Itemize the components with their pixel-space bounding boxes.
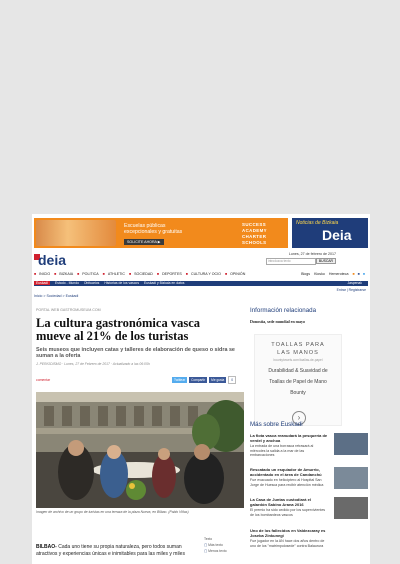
- search-button[interactable]: BUSCAR: [316, 258, 336, 264]
- ad-deia-banner[interactable]: [292, 218, 368, 248]
- more-heading: Más sobre Euskadi: [250, 421, 303, 428]
- news-thumbnail[interactable]: [334, 497, 368, 519]
- zoom-out-icon: ▢: [204, 549, 208, 553]
- subnav-item-obituarios[interactable]: Obituarios: [83, 281, 100, 285]
- nav-right: [301, 272, 368, 276]
- news-desc: Fue evacuado en helicóptero al Hospital San Jorge de Huesca para recibir atención médica: [250, 478, 324, 487]
- subnav-item-estado-mundo[interactable]: Estado - Mundo: [55, 281, 79, 285]
- site-header: [34, 252, 368, 272]
- facebook-icon[interactable]: ■: [357, 272, 360, 276]
- article-body-lead: BILBAO-: [36, 544, 57, 550]
- news-desc: Fue jugador en la AN hace dos años dentro de uno de los "matrimpolosede" contra Balaurura: [250, 539, 325, 548]
- ad-school-banner[interactable]: [34, 218, 288, 248]
- ad-towels[interactable]: [254, 334, 342, 426]
- share-buttons: [172, 376, 238, 384]
- nav-square-icon: ■: [185, 272, 188, 276]
- nav-square-icon: ■: [54, 272, 57, 276]
- subnav-jaspenak[interactable]: Jaspenak: [347, 281, 362, 285]
- related-item[interactable]: Donostia, sede mundial en mayo: [250, 319, 306, 324]
- news-thumbnail[interactable]: [334, 467, 368, 489]
- news-item[interactable]: [250, 433, 368, 458]
- ad-school-slogan: SUCCESS ACADEMY CHARTER SCHOOLS: [242, 222, 267, 245]
- nav-item-deportes[interactable]: DEPORTES: [162, 272, 182, 276]
- nav-item-inicio[interactable]: INICIO: [39, 272, 51, 276]
- article-body-text: Cada uno tiene su propia naturaleza, pero todos suman atractivos y experiencias únicas e inimitables para las miles y miles: [36, 544, 185, 557]
- news-title[interactable]: Rescatado un esquiador de Amurrio, accidentado en el área de Candanchú: [250, 467, 322, 477]
- tweet-button[interactable]: Twittear: [174, 378, 186, 382]
- twitter-icon[interactable]: ■: [362, 272, 365, 276]
- news-title[interactable]: Uno de los fallecidos en Valdezcaray es Joseba Zinkunegi: [250, 528, 326, 538]
- share-button[interactable]: Compartir: [191, 378, 206, 382]
- breadcrumb[interactable]: Inicio > Sociedad > Euskadi: [34, 294, 79, 298]
- nav-square-icon: ■: [156, 272, 160, 276]
- share-bar: [36, 376, 244, 384]
- text-decrease-button[interactable]: ▢ Menos texto: [204, 549, 227, 553]
- nav-square-icon: ■: [128, 272, 132, 276]
- current-date: Lunes, 27 de febrero de 2017: [288, 252, 336, 256]
- subnav-item-historias[interactable]: Historias de los vascos: [104, 281, 140, 285]
- nav-square-icon: ■: [77, 272, 80, 276]
- news-desc: La entrada de una borrasca retrasará al miércoles la salida a la mar de las embarcaciones: [250, 444, 314, 457]
- news-item[interactable]: [250, 528, 368, 548]
- nav-item-bizkaia[interactable]: BIZKAIA: [59, 272, 74, 276]
- nav-item-opinion[interactable]: OPINIÓN: [230, 272, 246, 276]
- nav-item-politica[interactable]: POLITICA: [82, 272, 99, 276]
- browser-page: [32, 214, 370, 564]
- photo-caption: Imagen de archivo de un grupo de turistas en una terraza de la plaza Nueva, en Bilbao. (Pablo Viñas): [36, 510, 189, 514]
- text-increase-button[interactable]: ▢ Más texto: [204, 543, 223, 547]
- login-links[interactable]: Entrar | Registrarse: [336, 288, 366, 292]
- ad-school-text: Escuelas públicas excepcionales y gratuitas: [124, 223, 183, 235]
- search-input[interactable]: introduzca texto: [266, 258, 316, 265]
- ad-towels-title: TOALLAS PARA LAS MANOS: [271, 342, 325, 356]
- news-desc: El premio ha sido cedido por los supervivientes de los bombardeos vascos: [250, 508, 326, 517]
- like-button[interactable]: Me gusta: [211, 378, 225, 382]
- rss-icon[interactable]: ■: [352, 272, 355, 276]
- zoom-in-icon: ▢: [204, 543, 208, 547]
- text-tools-label: Texto: [204, 537, 213, 541]
- nav-square-icon: ■: [224, 272, 228, 276]
- main-nav: [34, 272, 368, 280]
- ad-towels-body: Durabilidad & Suavidad de Toallas de Papel de Mano Bounty: [268, 368, 328, 396]
- news-title[interactable]: La flota vasca reanudará la pesquería de verdel y anchoa: [250, 433, 328, 443]
- article-topline: PORTAL WEB GASTROMUSEUM.COM: [36, 308, 101, 312]
- nav-item-blogs[interactable]: Blogs: [301, 272, 311, 276]
- ad-deia-tagline: Noticias de Bizkaia: [296, 220, 339, 226]
- article-photo: [36, 392, 244, 508]
- text-tools: [204, 536, 227, 554]
- nav-square-icon: ■: [102, 272, 105, 276]
- ad-deia-logo: Deia: [322, 227, 352, 243]
- nav-item-athletic[interactable]: ATHLETIC: [107, 272, 125, 276]
- subnav-item-datos[interactable]: Euskadi y Bizkaia en datos: [143, 281, 185, 285]
- ad-apply-button[interactable]: SOLICITE AHORA ▶: [124, 239, 164, 245]
- article-body: [36, 544, 188, 558]
- nav-item-hemeroteca[interactable]: Hemeroteca: [328, 272, 349, 276]
- top-banner: [34, 218, 368, 248]
- news-thumbnail[interactable]: [334, 433, 368, 455]
- article-subtitle: Seis museos que incluyen catas y talleres de elaboración de queso o sidra se suman a la oferta: [36, 347, 235, 359]
- news-item[interactable]: [250, 467, 368, 487]
- ad-towels-url[interactable]: bountytowels.com/toallas-de-papel: [273, 358, 323, 362]
- chevron-right-icon[interactable]: ›: [292, 411, 306, 425]
- news-title[interactable]: La Casa de Juntas custodiará el galardón Sabino Arana 2016: [250, 497, 311, 507]
- ad-kids-image: [36, 220, 116, 246]
- nav-item-cultura[interactable]: CULTURA Y OCIO: [190, 272, 221, 276]
- related-heading: Información relacionada: [250, 307, 317, 314]
- nav-item-kiosko[interactable]: Kiosko: [314, 272, 325, 276]
- subnav-item-euskadi[interactable]: Euskadi: [36, 281, 49, 285]
- site-logo[interactable]: deia: [38, 252, 67, 268]
- like-count: 0: [228, 376, 236, 384]
- article-title: La cultura gastronómica vasca mueve al 21% de los turistas: [36, 316, 200, 343]
- nav-square-icon: ■: [34, 272, 37, 276]
- sub-nav: [34, 281, 368, 286]
- nav-item-sociedad[interactable]: SOCIEDAD: [134, 272, 153, 276]
- comment-link[interactable]: comentar: [36, 378, 51, 382]
- article-photo-illustration: [36, 392, 244, 508]
- article-byline: J. PERIODISMO · Lunes, 27 de Febrero de 2017 · Actualizado a las 06:05h: [36, 362, 150, 366]
- news-item[interactable]: [250, 497, 368, 517]
